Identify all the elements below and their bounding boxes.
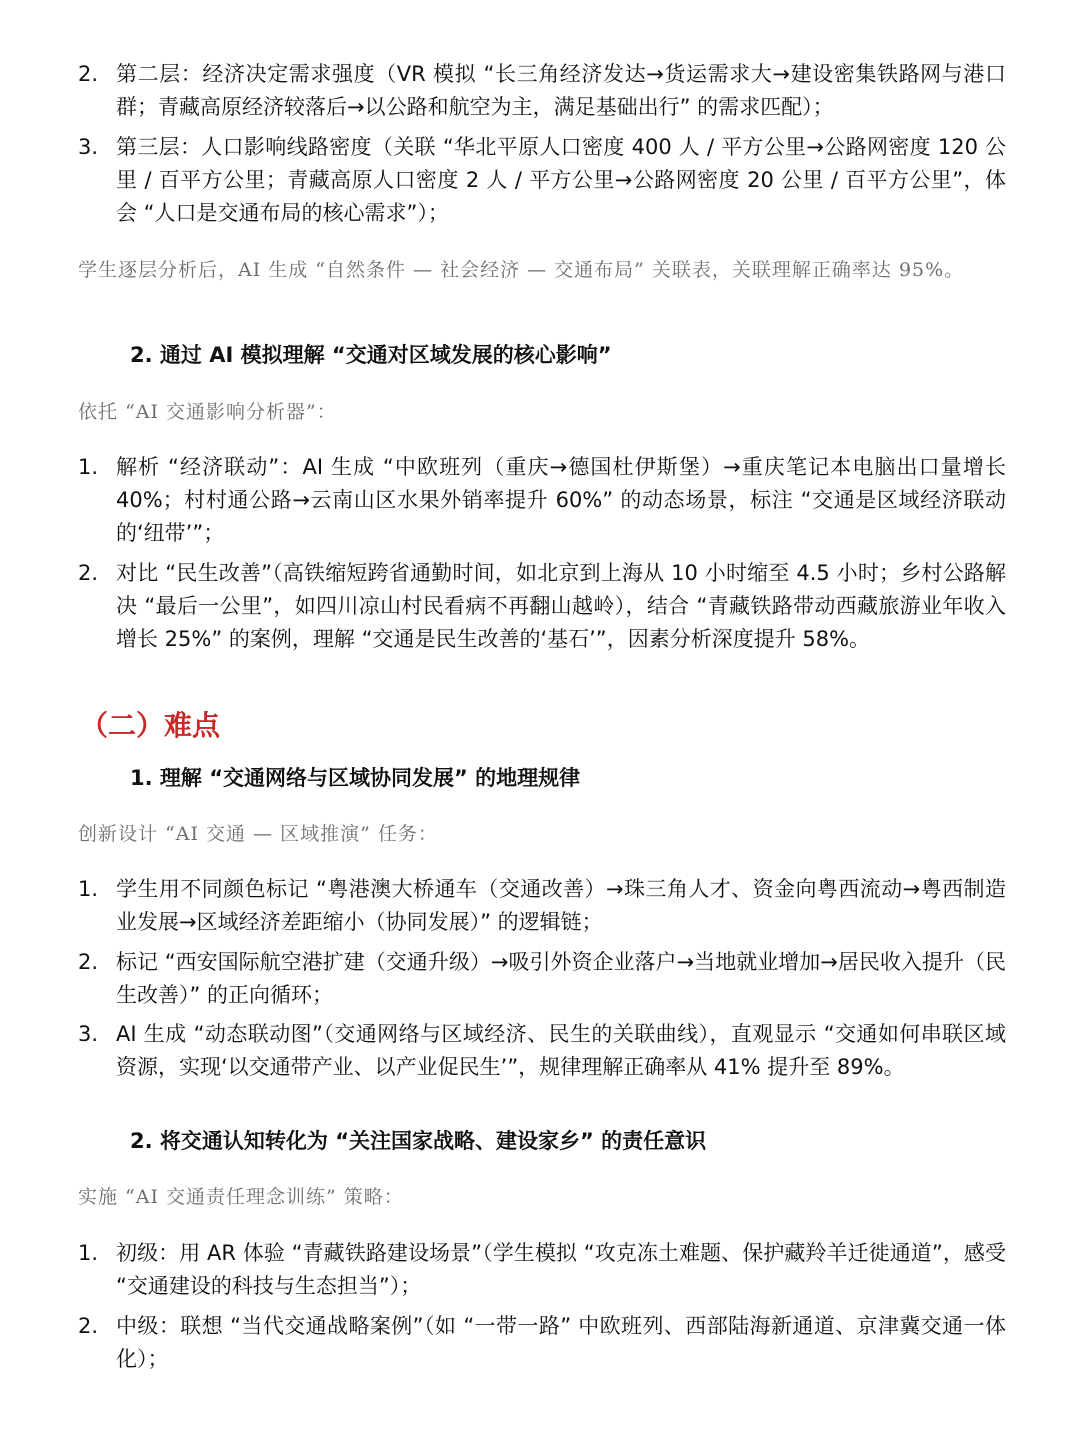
list-text: 初级：用 AR 体验 “青藏铁路建设场景”（学生模拟 “攻克冻土难题、保护藏羚羊迁徙通道”，感受 “交通建设的科技与生态担当”）； — [116, 1241, 1006, 1298]
list-number: 1. — [78, 877, 99, 901]
list-text: 标记 “西安国际航空港扩建（交通升级）→吸引外资企业落户→当地就业增加→居民收入提升（民生改善）” 的正向循环； — [116, 950, 1006, 1007]
list-number: 1. — [78, 455, 99, 479]
list-number: 1. — [78, 1241, 99, 1265]
list-number: 3. — [78, 1022, 99, 1046]
list-text: 对比 “民生改善”（高铁缩短跨省通勤时间，如北京到上海从 10 小时缩至 4.5 小时；乡村公路解决 “最后一公里”，如四川凉山村民看病不再翻山越岭），结合 “青藏铁路带动西藏旅游业年收入增长 25%” 的案例，理解 “交通是民生改善的‘基石’”，因素分析深度提升 58%。 — [116, 561, 1006, 651]
list-text: AI 生成 “动态联动图”（交通网络与区域经济、民生的关联曲线），直观显示 “交通如何串联区域资源，实现‘以交通带产业、以产业促民生’”，规律理解正确率从 41% 提升至 89%。 — [116, 1022, 1006, 1079]
list-text: 学生用不同颜色标记 “粤港澳大桥通车（交通改善）→珠三角人才、资金向粤西流动→粤西制造业发展→区域经济差距缩小（协同发展）” 的逻辑链； — [116, 877, 1006, 934]
list-text: 中级：联想 “当代交通战略案例”（如 “一带一路” 中欧班列、西部陆海新通道、京津冀交通一体化）； — [116, 1314, 1006, 1371]
list-number: 2. — [78, 1314, 99, 1338]
note-paragraph: 实施 “AI 交通责任理念训练” 策略： — [78, 1186, 404, 1208]
note-paragraph: 创新设计 “AI 交通 — 区域推演” 任务： — [78, 823, 438, 845]
section-heading: （二）难点 — [80, 709, 221, 742]
list-number: 2. — [78, 62, 99, 86]
list-text: 第三层：人口影响线路密度（关联 “华北平原人口密度 400 人 / 平方公里→公路网密度 120 公里 / 百平方公里；青藏高原人口密度 2 人 / 平方公里→公路网密度 20 公里 / 百平方公里”，体会 “人口是交通布局的核心需求”）； — [116, 135, 1006, 225]
list-number: 3. — [78, 135, 99, 159]
list-number: 2. — [78, 950, 99, 974]
list-number: 2. — [78, 561, 99, 585]
list-text: 第二层：经济决定需求强度（VR 模拟 “长三角经济发达→货运需求大→建设密集铁路网与港口群；青藏高原经济较落后→以公路和航空为主，满足基础出行” 的需求匹配）； — [116, 62, 1006, 119]
subheading: 2. 将交通认知转化为 “关注国家战略、建设家乡” 的责任意识 — [130, 1129, 707, 1153]
note-paragraph: 依托 “AI 交通影响分析器”： — [78, 401, 337, 423]
subheading: 1. 理解 “交通网络与区域协同发展” 的地理规律 — [130, 766, 581, 790]
subheading: 2. 通过 AI 模拟理解 “交通对区域发展的核心影响” — [130, 343, 612, 367]
list-text: 解析 “经济联动”：AI 生成 “中欧班列（重庆→德国杜伊斯堡）→重庆笔记本电脑出口量增长 40%；村村通公路→云南山区水果外销率提升 60%” 的动态场景，标注 “交通是区域经济联动的‘纽带’”； — [116, 455, 1006, 545]
note-paragraph: 学生逐层分析后，AI 生成 “自然条件 — 社会经济 — 交通布局” 关联表，关联理解正确率达 95%。 — [78, 259, 965, 281]
